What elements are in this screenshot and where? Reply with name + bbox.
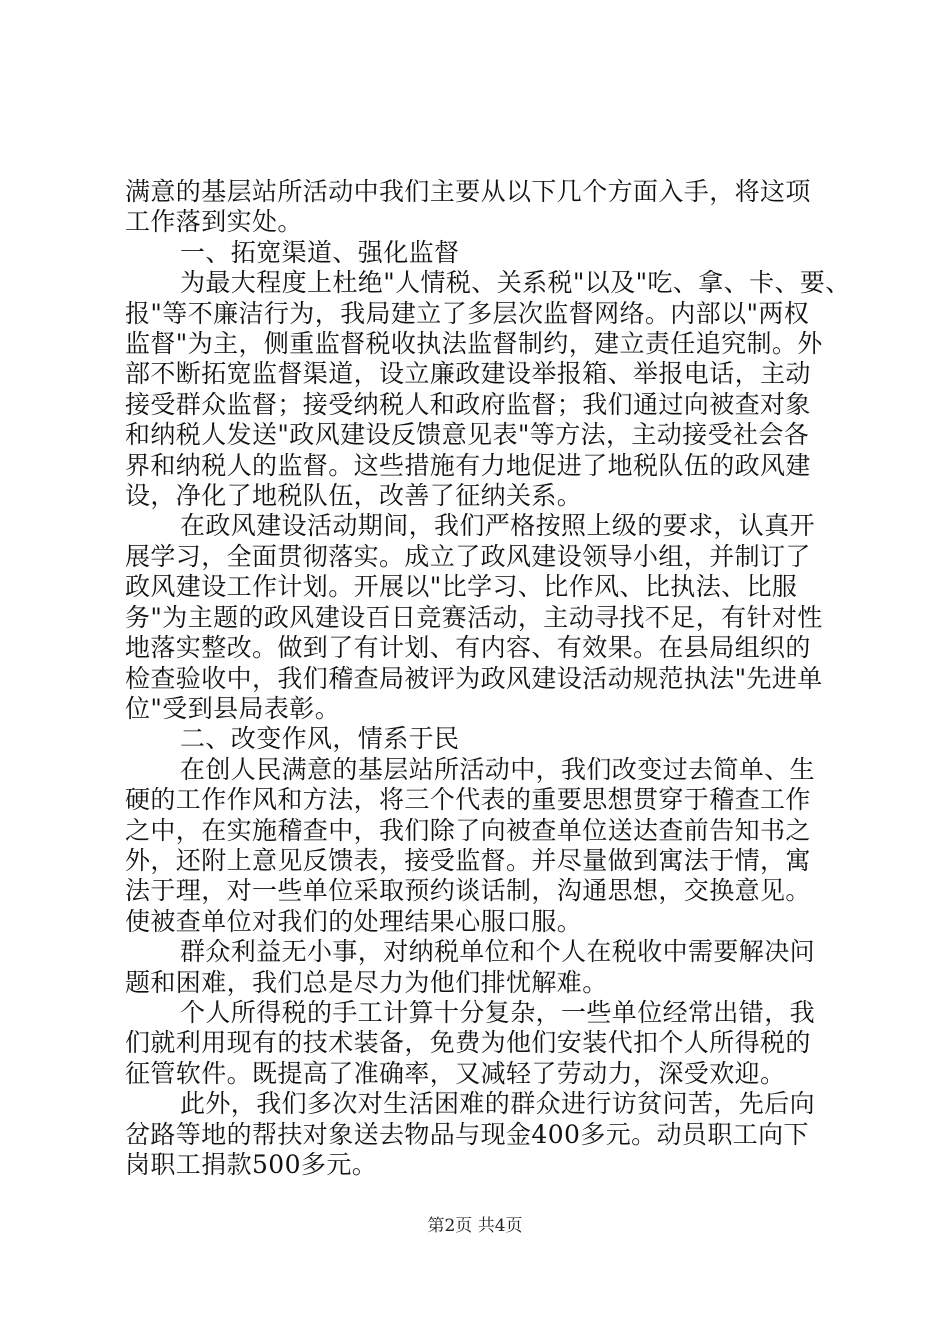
text-line: 题和困难，我们总是尽力为他们排忧解难。: [125, 968, 608, 997]
text-line: 满意的基层站所活动中我们主要从以下几个方面入手，将这项: [125, 177, 811, 206]
text-line: 征管软件。既提高了准确率，又减轻了劳动力，深受欢迎。: [125, 1059, 786, 1088]
text-line: 个人所得税的手工计算十分复杂，一些单位经常出错，我: [180, 998, 816, 1027]
section-heading: 一、拓宽渠道、强化监督: [180, 238, 460, 267]
text-line: 使被查单位对我们的处理结果心服口服。: [125, 907, 583, 936]
text-line: 报"等不廉洁行为，我局建立了多层次监督网络。内部以"两权: [125, 299, 810, 328]
text-line: 地落实整改。做到了有计划、有内容、有效果。在县局组织的: [125, 633, 811, 662]
text-line: 展学习，全面贯彻落实。成立了政风建设领导小组，并制订了: [125, 542, 811, 571]
section-heading: 二、改变作风，情系于民: [180, 724, 460, 753]
text-line: 工作落到实处。: [125, 207, 303, 236]
text-line: 政风建设工作计划。开展以"比学习、比作风、比执法、比服: [125, 572, 798, 601]
page-footer: 第2页 共4页: [427, 1216, 523, 1236]
text-line: 在政风建设活动期间，我们严格按照上级的要求，认真开: [180, 511, 816, 540]
text-line: 岔路等地的帮扶对象送去物品与现金400多元。动员职工向下: [125, 1120, 809, 1149]
text-line: 此外，我们多次对生活困难的群众进行访贫问苦，先后向: [180, 1089, 816, 1118]
text-line: 为最大程度上杜绝"人情税、关系税"以及"吃、拿、卡、要、: [180, 268, 851, 297]
text-line: 部不断拓宽监督渠道，设立廉政建设举报箱、举报电话，主动: [125, 359, 811, 388]
text-line: 和纳税人发送"政风建设反馈意见表"等方法，主动接受社会各: [125, 420, 810, 449]
text-line: 位"受到县局表彰。: [125, 694, 341, 723]
text-line: 检查验收中，我们稽查局被评为政风建设活动规范执法"先进单: [125, 664, 823, 693]
text-line: 外，还附上意见反馈表，接受监督。并尽量做到寓法于情，寓: [125, 846, 811, 875]
text-line: 接受群众监督；接受纳税人和政府监督；我们通过向被查对象: [125, 390, 811, 419]
text-line: 之中，在实施稽查中，我们除了向被查单位送达查前告知书之: [125, 816, 811, 845]
text-line: 监督"为主，侧重监督税收执法监督制约，建立责任追究制。外: [125, 329, 823, 358]
text-line: 群众利益无小事，对纳税单位和个人在税收中需要解决问: [180, 937, 816, 966]
text-line: 务"为主题的政风建设百日竞赛活动，主动寻找不足，有针对性: [125, 603, 823, 632]
text-line: 界和纳税人的监督。这些措施有力地促进了地税队伍的政风建: [125, 451, 811, 480]
text-line: 设，净化了地税队伍，改善了征纳关系。: [125, 481, 583, 510]
text-line: 岗职工捐款500多元。: [125, 1150, 378, 1179]
text-line: 硬的工作作风和方法，将三个代表的重要思想贯穿于稽查工作: [125, 785, 811, 814]
text-line: 在创人民满意的基层站所活动中，我们改变过去简单、生: [180, 755, 816, 784]
text-line: 法于理，对一些单位采取预约谈话制，沟通思想，交换意见。: [125, 876, 811, 905]
text-line: 们就利用现有的技术装备，免费为他们安装代扣个人所得税的: [125, 1028, 811, 1057]
